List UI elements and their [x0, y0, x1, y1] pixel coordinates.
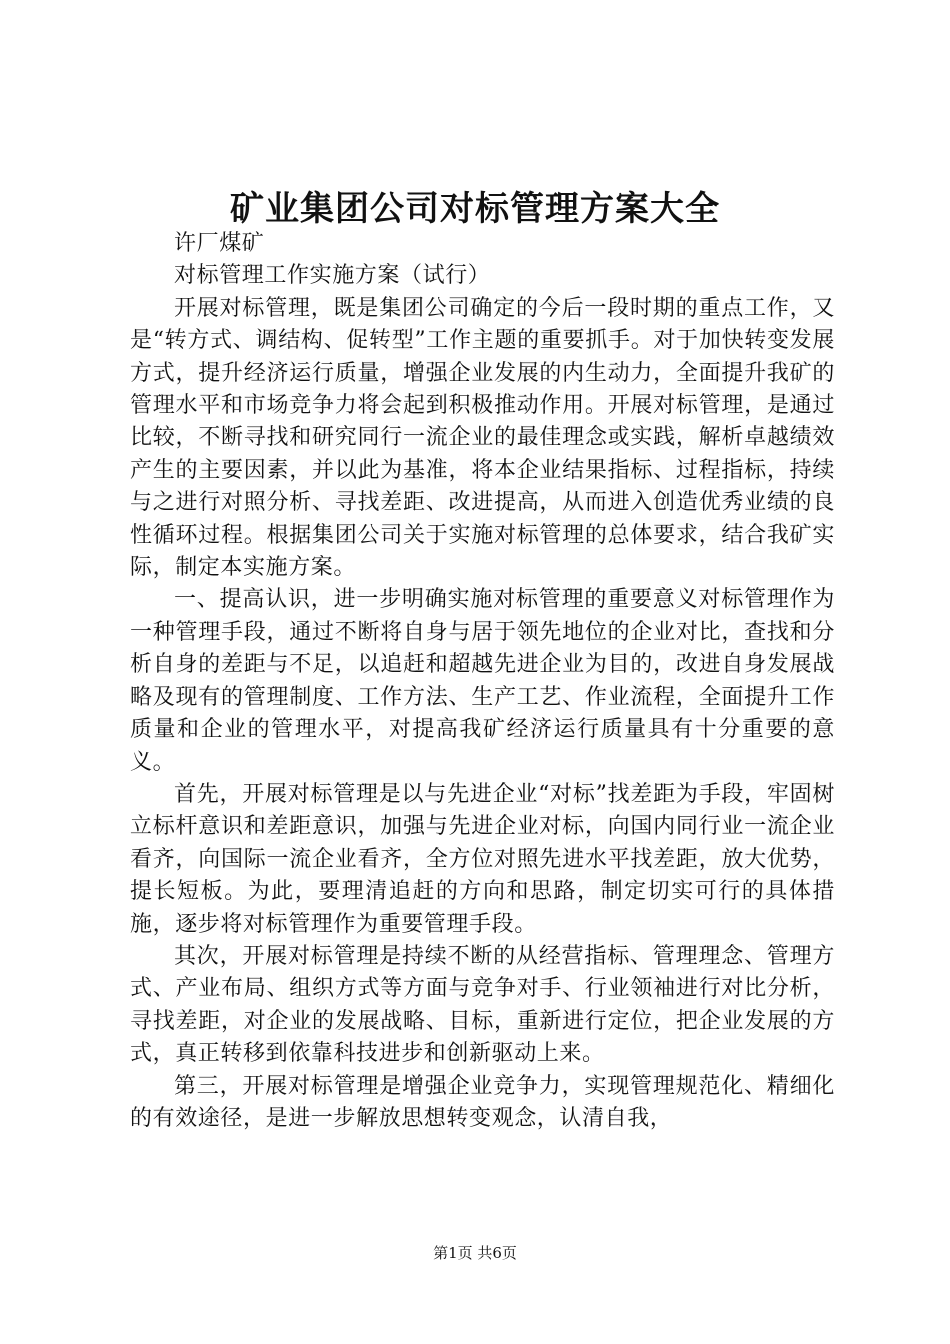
paragraph-first: 首先，开展对标管理是以与先进企业“对标”找差距为手段，牢固树立标杆意识和差距意识，加强与先进企业对标，向国内同行业一流企业看齐，向国际一流企业看齐，全方位对照先进水平找差距，放大优势，提长短板。为此，要理清追赶的方向和思路，制定切实可行的具体措施，逐步将对标管理作为重要管理手段。 [130, 781, 835, 937]
paragraph-intro: 开展对标管理，既是集团公司确定的今后一段时期的重点工作，又是“转方式、调结构、促转型”工作主题的重要抓手。对于加快转变发展方式，提升经济运行质量，增强企业发展的内生动力，全面提升我矿的管理水平和市场竞争力将会起到积极推动作用。开展对标管理，是通过比较，不断寻找和研究同行一流企业的最佳理念或实践，解析卓越绩效产生的主要因素，并以此为基准，将本企业结果指标、过程指标，持续与之进行对照分析、寻找差距、改进提高，从而进入创造优秀业绩的良性循环过程。根据集团公司关于实施对标管理的总体要求，结合我矿实际，制定本实施方案。 [130, 295, 835, 581]
paragraph-section-one: 一、提高认识，进一步明确实施对标管理的重要意义对标管理作为一种管理手段，通过不断将自身与居于领先地位的企业对比，查找和分析自身的差距与不足，以追赶和超越先进企业为目的，改进自身发展战略及现有的管理制度、工作方法、生产工艺、作业流程，全面提升工作质量和企业的管理水平，对提高我矿经济运行质量具有十分重要的意义。 [130, 587, 835, 775]
paragraph-org-name: 许厂煤矿 [174, 231, 265, 256]
page-footer: 第1页 共6页 [433, 1244, 517, 1262]
paragraph-plan-title: 对标管理工作实施方案（试行） [174, 263, 491, 289]
paragraph-second: 其次，开展对标管理是持续不断的从经营指标、管理理念、管理方式、产业布局、组织方式等方面与竞争对手、行业领袖进行对比分析，寻找差距，对企业的发展战略、目标，重新进行定位，把企业发展的方式，真正转移到依靠科技进步和创新驱动上来。 [130, 943, 835, 1067]
paragraph-third: 第三，开展对标管理是增强企业竞争力，实现管理规范化、精细化的有效途径，是进一步解放思想转变观念，认清自我， [130, 1073, 835, 1131]
document-body [130, 228, 835, 1135]
document-title: 矿业集团公司对标管理方案大全 [230, 189, 720, 229]
